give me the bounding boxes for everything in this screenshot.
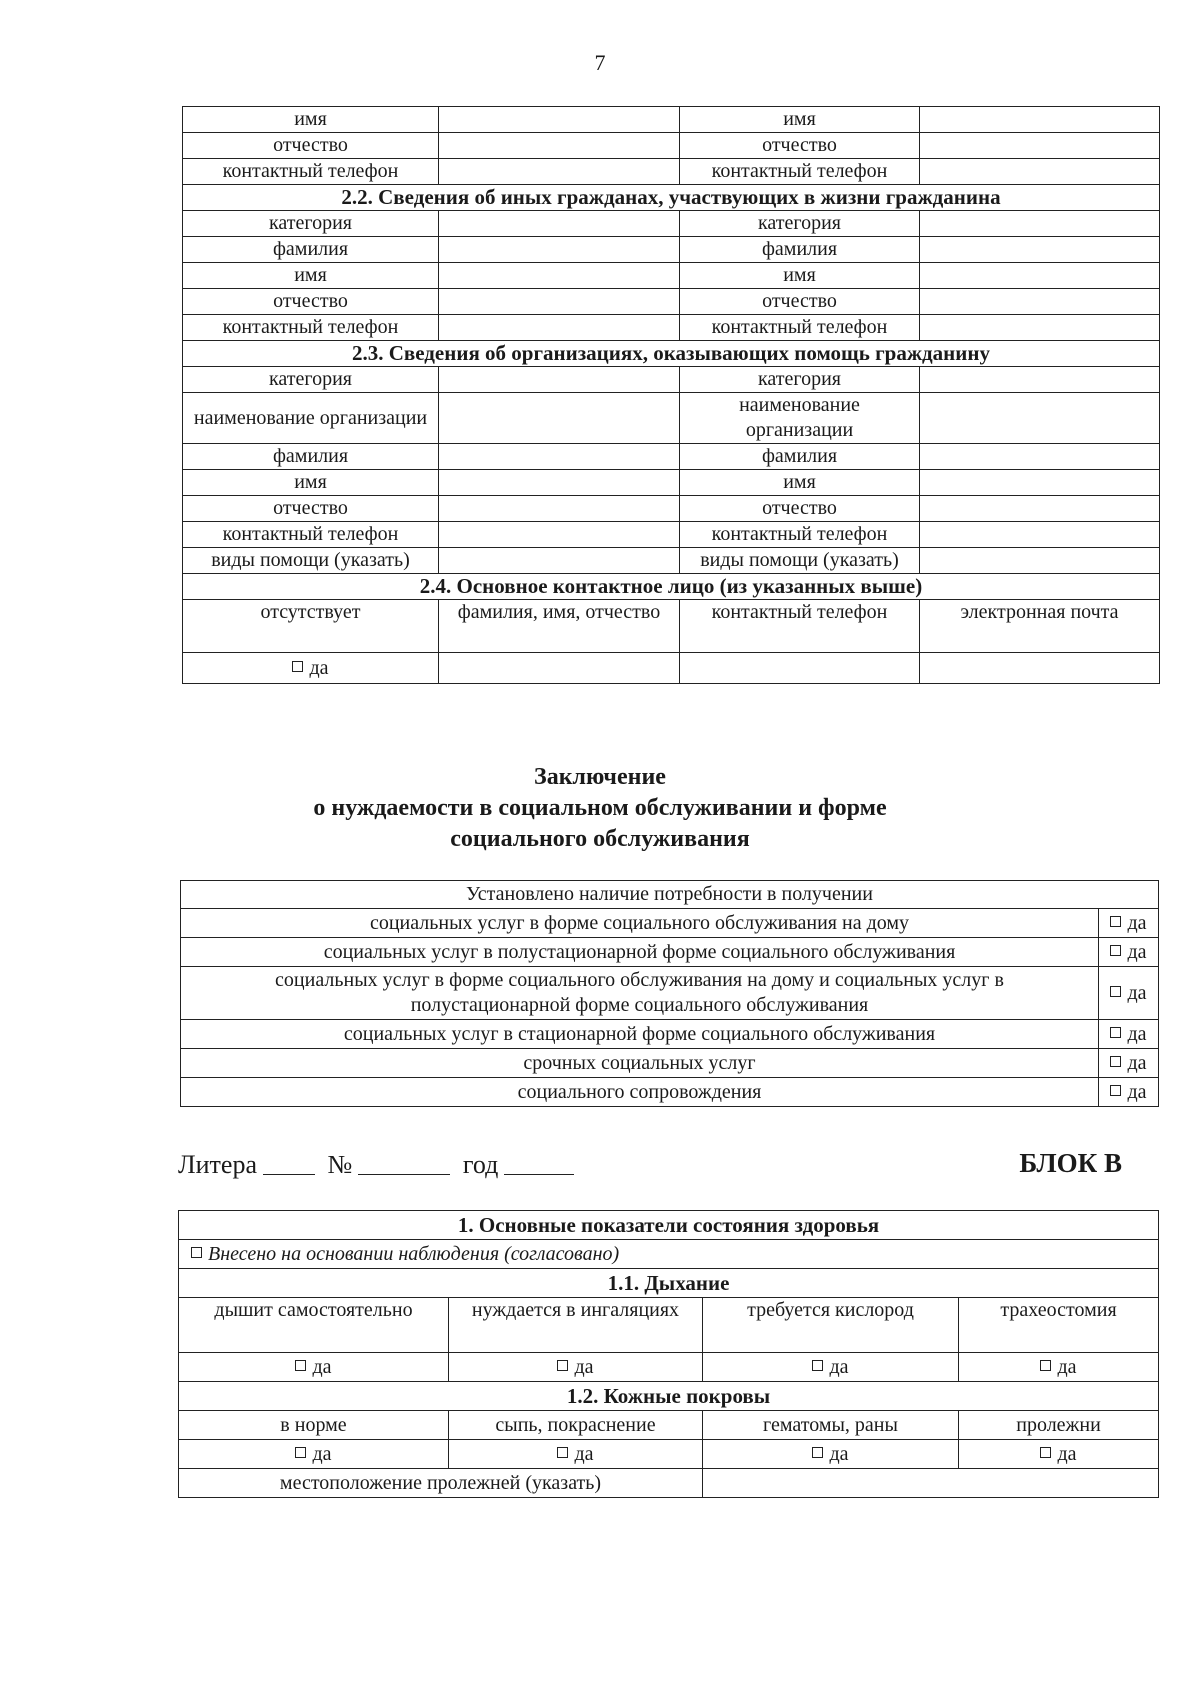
field-label: отчество bbox=[183, 289, 439, 315]
column-header: дышит самостоятельно bbox=[179, 1298, 449, 1353]
service-label: срочных социальных услуг bbox=[181, 1049, 1099, 1078]
service-checkbox[interactable] bbox=[1099, 1020, 1159, 1049]
checkbox-label: да bbox=[1057, 1442, 1077, 1465]
field-label: наименование организации bbox=[680, 393, 920, 444]
checkbox-icon bbox=[191, 1247, 202, 1258]
field-input[interactable] bbox=[920, 367, 1160, 393]
litera-line bbox=[178, 1150, 580, 1180]
table-header-row bbox=[179, 1411, 1159, 1440]
field-label: фамилия bbox=[680, 444, 920, 470]
checkbox-icon bbox=[292, 661, 303, 672]
checkbox-icon bbox=[557, 1360, 568, 1371]
conclusion-subtitle-line1: о нуждаемости в социальном обслуживании и форме bbox=[313, 795, 887, 821]
table-row bbox=[181, 938, 1159, 967]
table-row bbox=[181, 1020, 1159, 1049]
column-header: отсутствует bbox=[183, 600, 439, 653]
field-input[interactable] bbox=[920, 289, 1160, 315]
number-input[interactable] bbox=[358, 1154, 450, 1175]
table-row bbox=[183, 263, 1160, 289]
table-row bbox=[183, 211, 1160, 237]
year-label: год bbox=[462, 1150, 499, 1179]
table-row bbox=[183, 444, 1160, 470]
field-label: контактный телефон bbox=[680, 159, 920, 185]
table-header-row bbox=[179, 1298, 1159, 1353]
checkbox-label: да bbox=[1127, 1080, 1147, 1103]
field-input[interactable] bbox=[920, 133, 1160, 159]
field-input[interactable] bbox=[439, 444, 680, 470]
litera-input[interactable] bbox=[263, 1154, 315, 1175]
field-label: наименование организации bbox=[183, 393, 439, 444]
field-label: имя bbox=[680, 263, 920, 289]
conclusion-subtitle-line2: социального обслуживания bbox=[450, 826, 750, 852]
field-input[interactable] bbox=[439, 496, 680, 522]
table-row bbox=[183, 159, 1160, 185]
field-input[interactable] bbox=[920, 496, 1160, 522]
page-number: 7 bbox=[594, 50, 606, 75]
field-input[interactable] bbox=[439, 289, 680, 315]
checkbox-icon bbox=[295, 1360, 306, 1371]
pressure-sore-location-input[interactable] bbox=[703, 1469, 1159, 1498]
table-row bbox=[181, 967, 1159, 1020]
field-label: контактный телефон bbox=[183, 159, 439, 185]
table-row bbox=[179, 1240, 1159, 1269]
service-checkbox[interactable] bbox=[1099, 967, 1159, 1020]
skin-checkbox[interactable] bbox=[703, 1440, 959, 1469]
table-row bbox=[179, 1353, 1159, 1382]
field-input[interactable] bbox=[920, 107, 1160, 133]
field-label: фамилия bbox=[183, 237, 439, 263]
checkbox-label: да bbox=[829, 1442, 849, 1465]
litera-label: Литера bbox=[178, 1150, 257, 1179]
checkbox-icon bbox=[1110, 1085, 1121, 1096]
field-input[interactable] bbox=[439, 133, 680, 159]
contacts-table bbox=[182, 106, 1160, 684]
checkbox-icon bbox=[557, 1447, 568, 1458]
conclusion-title: Заключение bbox=[534, 764, 666, 790]
field-input[interactable] bbox=[920, 159, 1160, 185]
column-header: нуждается в ингаляциях bbox=[449, 1298, 703, 1353]
observation-checkbox[interactable] bbox=[179, 1240, 1159, 1269]
field-label: виды помощи (указать) bbox=[183, 548, 439, 574]
column-header: требуется кислород bbox=[703, 1298, 959, 1353]
section-header-row bbox=[183, 574, 1160, 600]
checkbox-label: да bbox=[312, 1442, 332, 1465]
checkbox-label: да bbox=[309, 656, 329, 679]
table-row bbox=[183, 393, 1160, 444]
skin-checkbox[interactable] bbox=[449, 1440, 703, 1469]
field-label: виды помощи (указать) bbox=[680, 548, 920, 574]
field-label: фамилия bbox=[680, 237, 920, 263]
table-row bbox=[183, 133, 1160, 159]
field-label: фамилия bbox=[183, 444, 439, 470]
column-header: электронная почта bbox=[920, 600, 1160, 653]
checkbox-label: да bbox=[1127, 911, 1147, 934]
checkbox-label: да bbox=[1057, 1355, 1077, 1378]
breathing-checkbox[interactable] bbox=[959, 1353, 1159, 1382]
table-row bbox=[183, 496, 1160, 522]
column-header: сыпь, покраснение bbox=[449, 1411, 703, 1440]
field-input[interactable] bbox=[439, 315, 680, 341]
field-label: отчество bbox=[680, 496, 920, 522]
field-input[interactable] bbox=[680, 653, 920, 684]
table-row bbox=[183, 653, 1160, 684]
field-input[interactable] bbox=[920, 211, 1160, 237]
table-row bbox=[181, 1049, 1159, 1078]
section-header-row bbox=[179, 1211, 1159, 1240]
field-input[interactable] bbox=[920, 315, 1160, 341]
field-label: отчество bbox=[183, 133, 439, 159]
field-label: отчество bbox=[183, 496, 439, 522]
field-label: имя bbox=[680, 107, 920, 133]
service-checkbox[interactable] bbox=[1099, 938, 1159, 967]
checkbox-label: да bbox=[1127, 1051, 1147, 1074]
service-checkbox[interactable] bbox=[1099, 909, 1159, 938]
service-checkbox[interactable] bbox=[1099, 1049, 1159, 1078]
field-label: категория bbox=[183, 367, 439, 393]
checkbox-icon bbox=[1110, 1056, 1121, 1067]
table-header-row bbox=[181, 881, 1159, 909]
year-input[interactable] bbox=[504, 1154, 574, 1175]
column-header: пролежни bbox=[959, 1411, 1159, 1440]
field-input[interactable] bbox=[439, 522, 680, 548]
field-input[interactable] bbox=[439, 470, 680, 496]
table-row bbox=[183, 470, 1160, 496]
field-label: категория bbox=[680, 367, 920, 393]
field-input[interactable] bbox=[439, 653, 680, 684]
field-label: имя bbox=[680, 470, 920, 496]
conclusion-table bbox=[180, 880, 1159, 1107]
checkbox-icon bbox=[1110, 945, 1121, 956]
no-contact-checkbox[interactable] bbox=[183, 653, 439, 684]
service-label: социальных услуг в полустационарной форме социального обслуживания bbox=[181, 938, 1099, 967]
skin-title: 1.2. Кожные покровы bbox=[179, 1382, 1159, 1411]
checkbox-icon bbox=[1110, 986, 1121, 997]
pressure-sore-location-label: местоположение пролежней (указать) bbox=[179, 1469, 703, 1498]
section-header-row bbox=[183, 185, 1160, 211]
field-input[interactable] bbox=[920, 470, 1160, 496]
breathing-title: 1.1. Дыхание bbox=[179, 1269, 1159, 1298]
table-row bbox=[183, 315, 1160, 341]
section-2-3-title: 2.3. Сведения об организациях, оказывающих помощь гражданину bbox=[183, 341, 1160, 367]
section-header-row bbox=[179, 1382, 1159, 1411]
column-header: трахеостомия bbox=[959, 1298, 1159, 1353]
field-label: отчество bbox=[680, 289, 920, 315]
checkbox-icon bbox=[1110, 1027, 1121, 1038]
service-label: социальных услуг в стационарной форме социального обслуживания bbox=[181, 1020, 1099, 1049]
field-input[interactable] bbox=[920, 653, 1160, 684]
table-row bbox=[181, 909, 1159, 938]
service-label: социальных услуг в форме социального обслуживания на дому и социальных услуг в полустационарной форме социального обслуживания bbox=[181, 967, 1099, 1020]
field-input[interactable] bbox=[439, 263, 680, 289]
field-label: категория bbox=[183, 211, 439, 237]
field-label: имя bbox=[183, 470, 439, 496]
checkbox-label: да bbox=[574, 1355, 594, 1378]
table-header-row bbox=[183, 600, 1160, 653]
checkbox-label: да bbox=[312, 1355, 332, 1378]
table-row bbox=[183, 289, 1160, 315]
section-2-4-title: 2.4. Основное контактное лицо (из указанных выше) bbox=[183, 574, 1160, 600]
field-input[interactable] bbox=[920, 393, 1160, 444]
field-label: контактный телефон bbox=[680, 315, 920, 341]
checkbox-label: да bbox=[574, 1442, 594, 1465]
field-input[interactable] bbox=[920, 237, 1160, 263]
field-input[interactable] bbox=[920, 548, 1160, 574]
field-input[interactable] bbox=[920, 522, 1160, 548]
checkbox-label: да bbox=[1127, 981, 1147, 1004]
field-input[interactable] bbox=[439, 107, 680, 133]
block-title: БЛОК В bbox=[1019, 1148, 1122, 1178]
table-row bbox=[183, 522, 1160, 548]
field-input[interactable] bbox=[439, 367, 680, 393]
checkbox-label: да bbox=[829, 1355, 849, 1378]
field-label: категория bbox=[680, 211, 920, 237]
service-label: социального сопровождения bbox=[181, 1078, 1099, 1107]
checkbox-label: да bbox=[1127, 940, 1147, 963]
service-checkbox[interactable] bbox=[1099, 1078, 1159, 1107]
table-row bbox=[179, 1469, 1159, 1498]
checkbox-label: да bbox=[1127, 1022, 1147, 1045]
section-header-row bbox=[179, 1269, 1159, 1298]
checkbox-icon bbox=[812, 1360, 823, 1371]
field-label: имя bbox=[183, 263, 439, 289]
column-header: в норме bbox=[179, 1411, 449, 1440]
checkbox-icon bbox=[1040, 1360, 1051, 1371]
field-input[interactable] bbox=[920, 444, 1160, 470]
column-header: контактный телефон bbox=[680, 600, 920, 653]
service-label: социальных услуг в форме социального обслуживания на дому bbox=[181, 909, 1099, 938]
table-row bbox=[183, 367, 1160, 393]
checkbox-icon bbox=[1040, 1447, 1051, 1458]
table-row bbox=[183, 237, 1160, 263]
field-input[interactable] bbox=[439, 211, 680, 237]
table-row bbox=[181, 1078, 1159, 1107]
column-header: фамилия, имя, отчество bbox=[439, 600, 680, 653]
table-row bbox=[183, 548, 1160, 574]
checkbox-icon bbox=[812, 1447, 823, 1458]
health-table bbox=[178, 1210, 1159, 1498]
number-label: № bbox=[327, 1150, 353, 1179]
observation-note: Внесено на основании наблюдения (согласовано) bbox=[208, 1242, 620, 1265]
section-2-2-title: 2.2. Сведения об иных гражданах, участвующих в жизни гражданина bbox=[183, 185, 1160, 211]
field-label: контактный телефон bbox=[183, 522, 439, 548]
breathing-checkbox[interactable] bbox=[179, 1353, 449, 1382]
field-input[interactable] bbox=[439, 393, 680, 444]
conclusion-table-header: Установлено наличие потребности в получении bbox=[181, 881, 1159, 909]
field-label: контактный телефон bbox=[680, 522, 920, 548]
field-input[interactable] bbox=[439, 237, 680, 263]
field-input[interactable] bbox=[439, 548, 680, 574]
table-row bbox=[183, 107, 1160, 133]
field-label: отчество bbox=[680, 133, 920, 159]
field-label: имя bbox=[183, 107, 439, 133]
field-input[interactable] bbox=[439, 159, 680, 185]
field-input[interactable] bbox=[920, 263, 1160, 289]
skin-checkbox[interactable] bbox=[179, 1440, 449, 1469]
breathing-checkbox[interactable] bbox=[703, 1353, 959, 1382]
skin-checkbox[interactable] bbox=[959, 1440, 1159, 1469]
section-header-row bbox=[183, 341, 1160, 367]
breathing-checkbox[interactable] bbox=[449, 1353, 703, 1382]
checkbox-icon bbox=[295, 1447, 306, 1458]
checkbox-icon bbox=[1110, 916, 1121, 927]
column-header: гематомы, раны bbox=[703, 1411, 959, 1440]
table-row bbox=[179, 1440, 1159, 1469]
health-title: 1. Основные показатели состояния здоровья bbox=[179, 1211, 1159, 1240]
field-label: контактный телефон bbox=[183, 315, 439, 341]
